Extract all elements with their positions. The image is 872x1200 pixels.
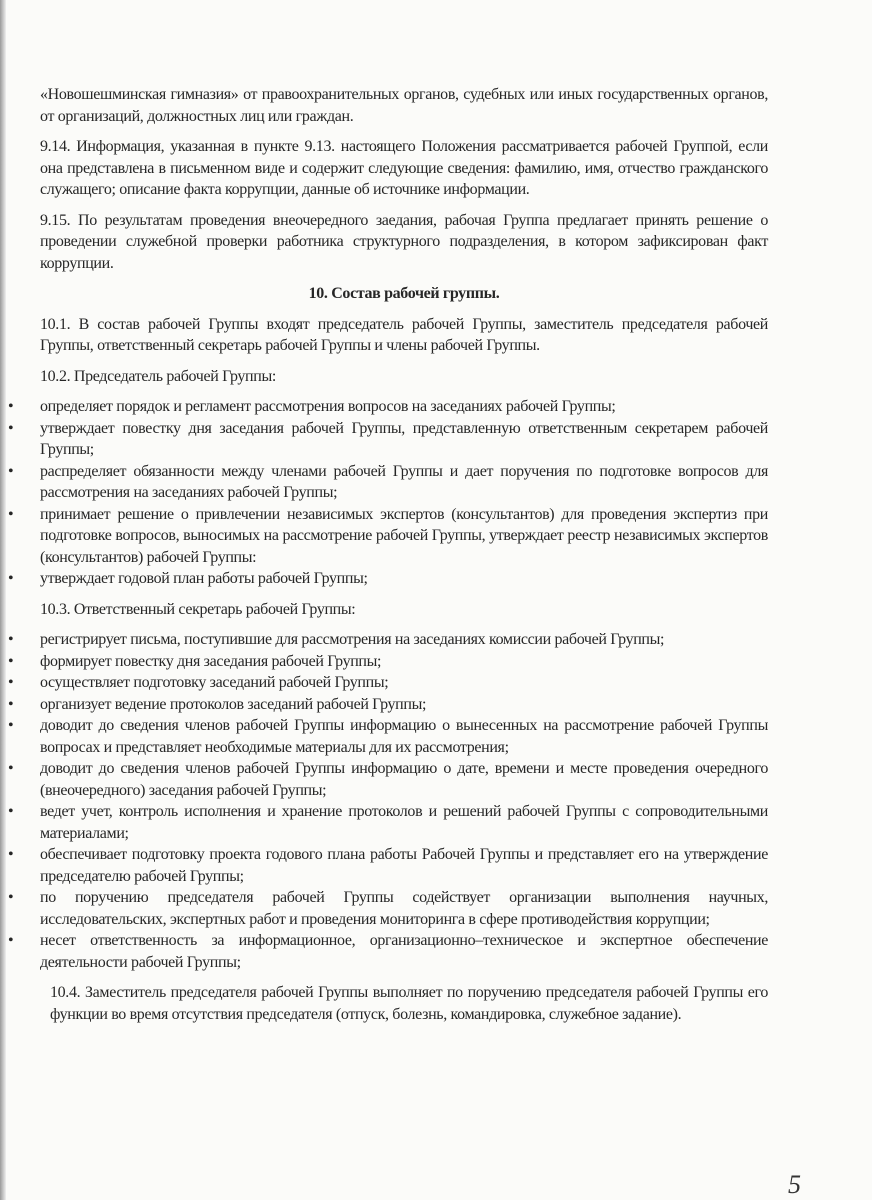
- list-item: • организует ведение протоколов заседаний рабочей Группы;: [40, 694, 768, 716]
- list-item: • распределяет обязанности между членами рабочей Группы и дает поручения по подготовке вопросов для рассмотрения на заседаниях рабочей Группы;: [40, 461, 768, 504]
- paragraph-9-15: 9.15. По результатам проведения внеочередного заедания, рабочая Группа предлагает принять решение о проведении служебной проверки работника структурного подразделения, в котором зафиксирован факт коррупции.: [40, 211, 768, 272]
- list-item: • по поручению председателя рабочей Группы содействует организации выполнения научных, исследовательских, экспертных работ и проведения мониторинга в сфере противодействия коррупции;: [40, 887, 768, 930]
- chairman-duties-list: [40, 396, 768, 590]
- list-item: • утверждает годовой план работы рабочей Группы;: [40, 568, 768, 590]
- paragraph-10-2: 10.2. Председатель рабочей Группы:: [40, 367, 276, 385]
- list-item: • осуществляет подготовку заседаний рабочей Группы;: [40, 672, 768, 694]
- list-item: • несет ответственность за информационное, организационно–техническое и экспертное обеспечение деятельности рабочей Группы;: [40, 930, 768, 973]
- handwritten-page-number: 5: [788, 1170, 801, 1199]
- list-item: • обеспечивает подготовку проекта годового плана работы Рабочей Группы и представляет его на утверждение председателю рабочей Группы;: [40, 844, 768, 887]
- list-item: • регистрирует письма, поступившие для рассмотрения на заседаниях комиссии рабочей Группы;: [40, 629, 768, 651]
- secretary-duties-list: [40, 629, 768, 973]
- list-item: • ведет учет, контроль исполнения и хранение протоколов и решений рабочей Группы с сопроводительными материалами;: [40, 801, 768, 844]
- scan-edge-shadow: [0, 0, 6, 1200]
- paragraph-10-1: 10.1. В состав рабочей Группы входят председатель рабочей Группы, заместитель председателя рабочей Группы, ответственный секретарь рабочей Группы и члены рабочей Группы.: [40, 315, 768, 354]
- paragraph-10-3: 10.3. Ответственный секретарь рабочей Группы:: [40, 600, 356, 618]
- document-page: [40, 84, 768, 1034]
- paragraph-9-14: 9.14. Информация, указанная в пункте 9.13. настоящего Положения рассматривается рабочей Группой, если она представлена в письменном виде и содержит следующие сведения: фамилию, имя, отчество гражданского служащего; описание факта коррупции, данные об источнике информации.: [40, 138, 768, 198]
- list-item: • доводит до сведения членов рабочей Группы информацию о вынесенных на рассмотрение рабочей Группы вопросах и представляет необходимые материалы для их рассмотрения;: [40, 715, 768, 758]
- paragraph-10-4: 10.4. Заместитель председателя рабочей Группы выполняет по поручению председателя рабочей Группы его функции во время отсутствия председателя (отпуск, болезнь, командировка, служебное задание).: [50, 984, 768, 1023]
- list-item: • определяет порядок и регламент рассмотрения вопросов на заседаниях рабочей Группы;: [40, 396, 768, 418]
- list-item: • утверждает повестку дня заседания рабочей Группы, представленную ответственным секретарем рабочей Группы;: [40, 418, 768, 461]
- list-item: • принимает решение о привлечении независимых экспертов (консультантов) для проведения экспертиз при подготовке вопросов, выносимых на рассмотрение рабочей Группы, утверждает реестр независимых экспертов (консультантов) рабочей Группы:: [40, 504, 768, 569]
- list-item: • доводит до сведения членов рабочей Группы информацию о дате, времени и месте проведения очередного (внеочередного) заседания рабочей Группы;: [40, 758, 768, 801]
- paragraph-9-13-end: «Новошешминская гимназия» от правоохранительных органов, судебных или иных государственных органов, от организаций, должностных лиц или граждан.: [40, 86, 768, 125]
- section-heading: 10. Состав рабочей группы.: [308, 285, 500, 302]
- list-item: • формирует повестку дня заседания рабочей Группы;: [40, 651, 768, 673]
